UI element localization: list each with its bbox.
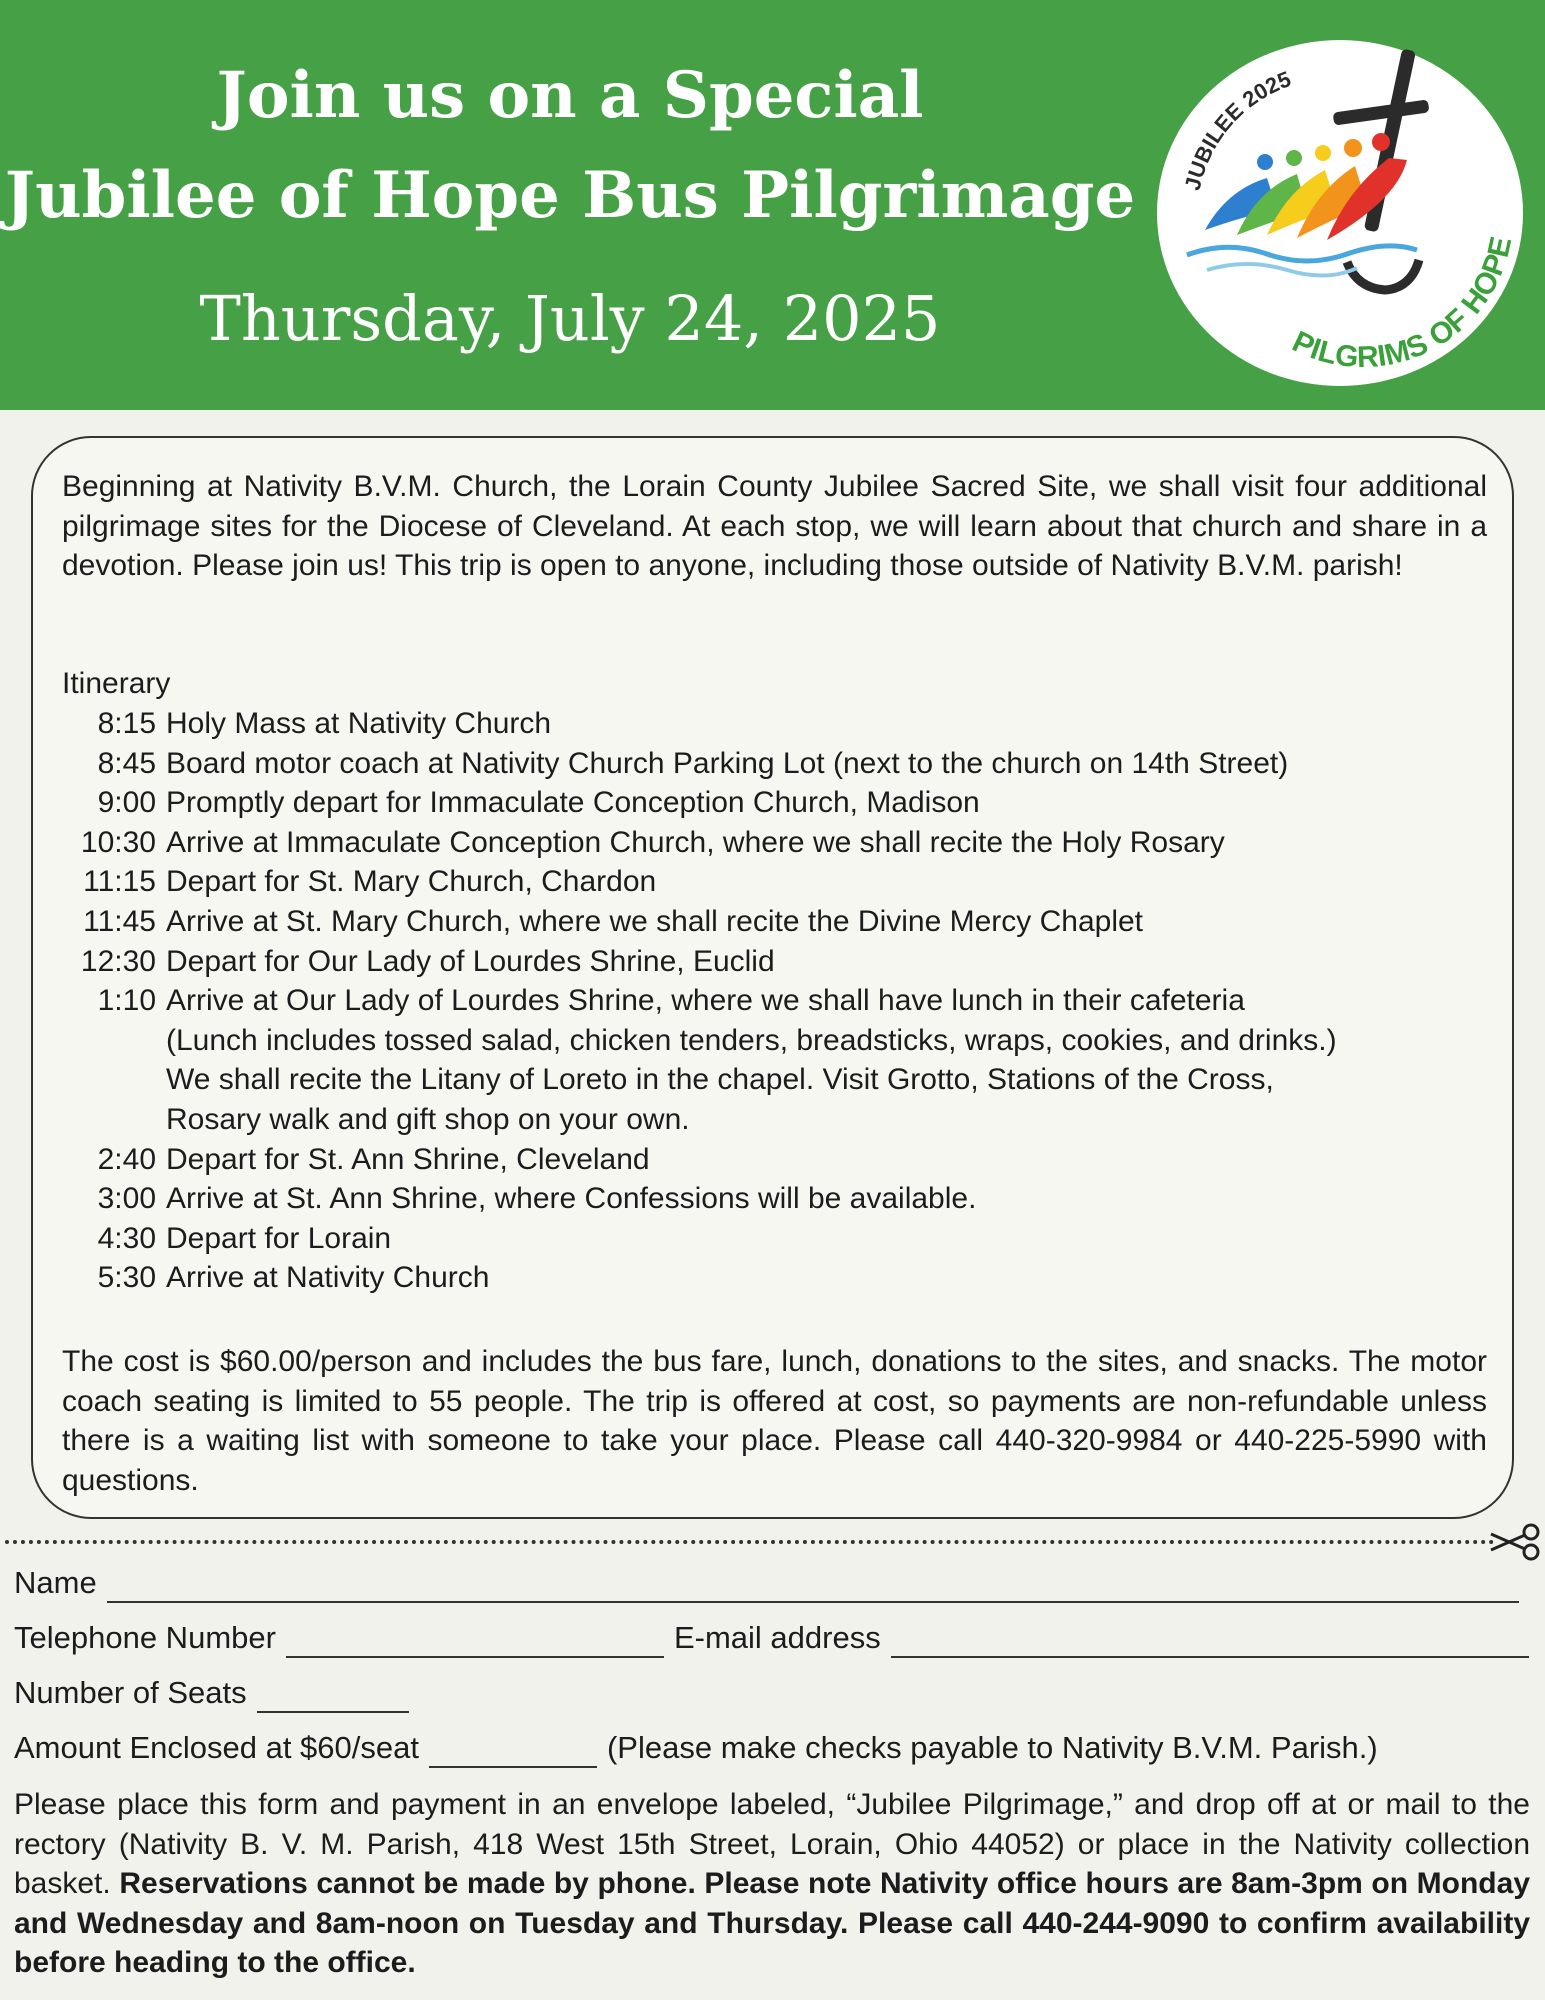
itinerary-line: Board motor coach at Nativity Church Parking Lot (next to the church on 14th Street) — [166, 746, 1289, 780]
amount-label: Amount Enclosed at $60/seat — [14, 1730, 419, 1765]
checks-note: (Please make checks payable to Nativity B.V.M. Parish.) — [606, 1730, 1378, 1765]
event-date: Thursday, July 24, 2025 — [199, 282, 941, 355]
itinerary-item — [62, 1140, 1492, 1180]
itinerary-time: 8:45 — [97, 746, 156, 780]
itinerary-line: Promptly depart for Immaculate Conception Church, Madison — [166, 786, 980, 820]
head-orange — [1344, 139, 1362, 157]
itinerary-description — [156, 981, 1492, 1139]
itinerary-line: Arrive at Nativity Church — [166, 1261, 490, 1295]
itinerary-item — [62, 942, 1492, 982]
head-blue — [1257, 154, 1273, 170]
itinerary-line: Depart for St. Ann Shrine, Cleveland — [166, 1142, 650, 1176]
logo-top-text: JUBILEE 2025 — [1179, 66, 1295, 193]
itinerary-time: 11:15 — [83, 865, 156, 899]
wave-1 — [1187, 246, 1417, 261]
itinerary-item — [62, 1219, 1492, 1259]
itinerary-description — [156, 902, 1492, 942]
intro-paragraph: Beginning at Nativity B.V.M. Church, the Lorain County Jubilee Sacred Site, we shall visit four additional pilgrimage sites for the Diocese of Cleveland. At each stop, we will learn about that church and share in a devotion. Please join us! This trip is open to anyone, including those outside of Nativity B.V.M. parish! — [62, 470, 1487, 583]
itinerary-time: 9:00 — [97, 786, 156, 820]
name-label: Name — [14, 1565, 97, 1600]
itinerary-description — [156, 942, 1492, 982]
itinerary-list — [62, 704, 1492, 1298]
itinerary-line: Arrive at Immaculate Conception Church, where we shall recite the Holy Rosary — [166, 825, 1225, 859]
instructions-bold-text: Reservations cannot be made by phone. Please note Nativity office hours are 8am-3pm on Monday and Wednesday and 8am-noon on Tuesday and Thursday. Please call 440-244-9090 to confirm availability before heading to the office. — [14, 1867, 1531, 1980]
jubilee-logo — [1157, 40, 1523, 386]
info-panel — [31, 436, 1514, 1519]
title-line-1: Join us on a Special — [216, 58, 924, 133]
itinerary-time: 1:10 — [97, 984, 156, 1018]
itinerary-time: 2:40 — [97, 1142, 156, 1176]
itinerary-item — [62, 744, 1492, 784]
instructions-text: Please place this form and payment in an envelope labeled, “Jubilee Pilgrimage,” and drop off at or mail to the rectory (Nativity B. V. M. Parish, 418 West 15th Street, Lorain, Ohio 44052) or place in the Nativity collection basket. — [14, 1788, 1530, 1901]
itinerary-description — [156, 783, 1492, 823]
seats-row — [14, 1673, 409, 1713]
itinerary-item — [62, 862, 1492, 902]
itinerary-description — [156, 1219, 1492, 1259]
itinerary-item — [62, 783, 1492, 823]
instructions-paragraph — [14, 1785, 1530, 1983]
itinerary-time: 10:30 — [80, 825, 156, 859]
itinerary-line: Arrive at St. Ann Shrine, where Confessions will be available. — [166, 1182, 977, 1216]
itinerary-description — [156, 1140, 1492, 1180]
itinerary-line: Depart for St. Mary Church, Chardon — [166, 865, 657, 899]
itinerary-description — [156, 1179, 1492, 1219]
cut-line — [5, 1540, 1495, 1544]
email-field[interactable] — [891, 1626, 1529, 1658]
itinerary-time: 11:45 — [83, 904, 156, 938]
seats-field[interactable] — [257, 1681, 409, 1713]
itinerary-line: Holy Mass at Nativity Church — [166, 707, 552, 740]
name-field[interactable] — [107, 1571, 1519, 1603]
head-red — [1372, 133, 1390, 151]
itinerary-item — [62, 1258, 1492, 1298]
itinerary-line: Arrive at St. Mary Church, where we shall recite the Divine Mercy Chaplet — [166, 904, 1144, 938]
cost-paragraph: The cost is $60.00/person and includes the bus fare, lunch, donations to the sites, and snacks. The motor coach seating is limited to 55 people. The trip is offered at cost, so payments are non-refundable unless there is a waiting list with someone to take your place. Please call 440-320-9984 or 440-225-5990 with questions. — [62, 1345, 1487, 1497]
seats-label: Number of Seats — [14, 1675, 247, 1710]
itinerary-item — [62, 1179, 1492, 1219]
itinerary-time: 5:30 — [97, 1261, 156, 1295]
itinerary-label: Itinerary — [62, 667, 171, 700]
cross-horizontal — [1333, 99, 1430, 125]
itinerary-line: Depart for Lorain — [166, 1221, 392, 1255]
head-green — [1286, 150, 1302, 166]
contact-row — [14, 1618, 1529, 1658]
itinerary-description — [156, 862, 1492, 902]
itinerary-time: 4:30 — [97, 1221, 156, 1255]
itinerary-line: (Lunch includes tossed salad, chicken tenders, breadsticks, wraps, cookies, and drinks.) — [166, 1023, 1337, 1057]
header-banner — [0, 0, 1545, 410]
telephone-label: Telephone Number — [14, 1620, 276, 1655]
itinerary-item — [62, 823, 1492, 863]
amount-row — [14, 1728, 1378, 1768]
anchor-curve — [1347, 260, 1419, 290]
itinerary-description — [156, 744, 1492, 784]
itinerary-line: We shall recite the Litany of Loreto in the chapel. Visit Grotto, Stations of the Cross, — [166, 1063, 1274, 1097]
itinerary-time: 12:30 — [80, 944, 156, 978]
itinerary-time: 8:15 — [97, 707, 156, 740]
wave-2 — [1207, 264, 1357, 276]
title-line-2: Jubilee of Hope Bus Pilgrimage — [4, 158, 1136, 233]
itinerary-item — [62, 704, 1492, 744]
itinerary-description — [156, 1258, 1492, 1298]
itinerary-line: Arrive at Our Lady of Lourdes Shrine, where we shall have lunch in their cafeteria — [166, 984, 1245, 1018]
jubilee-logo-graphic — [1157, 40, 1523, 386]
itinerary-line: Rosary walk and gift shop on your own. — [166, 1102, 690, 1136]
itinerary-line: Depart for Our Lady of Lourdes Shrine, Euclid — [166, 944, 775, 978]
amount-field[interactable] — [429, 1736, 597, 1768]
head-yellow — [1315, 145, 1331, 161]
itinerary-description — [156, 704, 1492, 744]
itinerary-description — [156, 823, 1492, 863]
itinerary-item — [62, 902, 1492, 942]
logo-bottom-text: PILGRIMS OF HOPE — [1287, 233, 1519, 375]
itinerary-time: 3:00 — [97, 1182, 156, 1216]
scissors-icon — [1487, 1522, 1543, 1562]
name-row — [14, 1563, 1519, 1603]
email-label: E-mail address — [673, 1620, 881, 1655]
telephone-field[interactable] — [286, 1626, 664, 1658]
itinerary-item — [62, 981, 1492, 1139]
